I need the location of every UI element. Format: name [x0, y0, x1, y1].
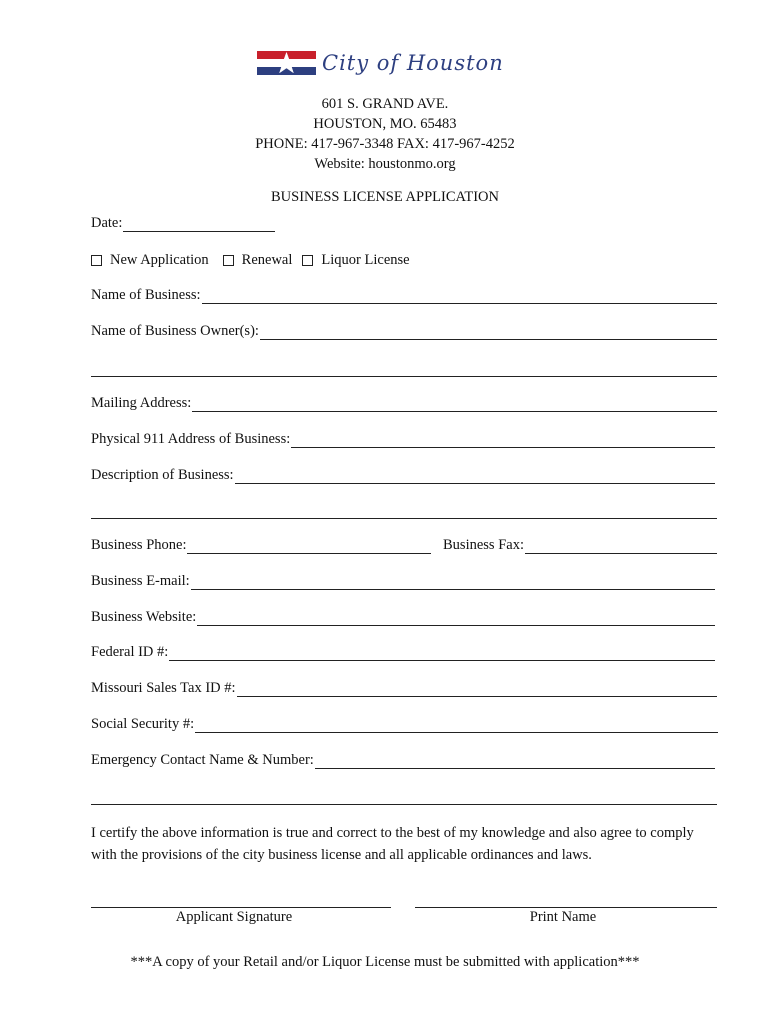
submission-notice: ***A copy of your Retail and/or Liquor License must be submitted with application*** — [130, 954, 640, 970]
logo-text: City of Houston — [322, 51, 504, 75]
checkbox-new-application[interactable] — [91, 252, 209, 269]
phone-label: Business Phone: — [91, 537, 187, 553]
print-name-label: Print Name — [529, 909, 597, 925]
certification-text — [91, 822, 731, 866]
city-logo — [257, 49, 519, 77]
owners-field-line-2[interactable] — [91, 376, 717, 377]
checkbox-box[interactable] — [302, 255, 313, 266]
date-label: Date: — [91, 215, 123, 231]
website-row — [91, 606, 715, 626]
phone-field[interactable] — [187, 539, 431, 554]
email-field[interactable] — [191, 575, 715, 590]
federal-id-field[interactable] — [169, 646, 715, 661]
description-label: Description of Business: — [91, 467, 234, 483]
business-name-label: Name of Business: — [91, 287, 201, 303]
physical-address-field[interactable] — [291, 433, 715, 448]
fax-row — [443, 534, 717, 554]
checkbox-box[interactable] — [223, 255, 234, 266]
physical-address-row — [91, 428, 715, 448]
address-line-1: 601 S. GRAND AVE. — [321, 96, 449, 112]
mailing-address-field[interactable] — [192, 397, 717, 412]
phone-row — [91, 534, 431, 554]
description-field[interactable] — [235, 469, 715, 484]
fax-field[interactable] — [525, 539, 717, 554]
checkbox-label: Liquor License — [321, 252, 410, 268]
checkbox-label: Renewal — [241, 252, 293, 268]
checkbox-liquor-license[interactable] — [302, 252, 409, 269]
ssn-field[interactable] — [195, 718, 718, 733]
date-field[interactable] — [123, 217, 275, 232]
ssn-row — [91, 713, 718, 733]
certify-line-1: I certify the above information is true and correct to the best of my knowledge and also agree to comply — [91, 825, 694, 841]
form-title: BUSINESS LICENSE APPLICATION — [271, 189, 499, 205]
print-name-field[interactable] — [415, 907, 717, 908]
owners-label: Name of Business Owner(s): — [91, 323, 259, 339]
owners-field[interactable] — [260, 325, 717, 340]
sales-tax-label: Missouri Sales Tax ID #: — [91, 680, 236, 696]
federal-id-label: Federal ID #: — [91, 644, 169, 660]
description-field-line-2[interactable] — [91, 518, 717, 519]
owners-row — [91, 320, 717, 340]
application-type — [91, 252, 410, 269]
fax-label: Business Fax: — [443, 537, 524, 553]
website-field[interactable] — [197, 611, 715, 626]
description-row — [91, 464, 715, 484]
mailing-address-label: Mailing Address: — [91, 395, 192, 411]
ssn-label: Social Security #: — [91, 716, 195, 732]
business-name-field[interactable] — [202, 289, 717, 304]
phone-fax: PHONE: 417-967-3348 FAX: 417-967-4252 — [255, 136, 515, 152]
checkbox-label: New Application — [110, 252, 209, 268]
address-block — [0, 94, 770, 174]
email-label: Business E-mail: — [91, 573, 190, 589]
address-line-2: HOUSTON, MO. 65483 — [313, 116, 457, 132]
checkbox-renewal[interactable] — [223, 252, 293, 269]
emergency-contact-row — [91, 749, 715, 769]
business-name-row — [91, 284, 717, 304]
emergency-contact-field[interactable] — [315, 754, 715, 769]
date-row — [91, 212, 275, 232]
federal-id-row — [91, 641, 715, 661]
website-label: Business Website: — [91, 609, 197, 625]
physical-address-label: Physical 911 Address of Business: — [91, 431, 291, 447]
checkbox-box[interactable] — [91, 255, 102, 266]
signature-field[interactable] — [91, 907, 391, 908]
sales-tax-field[interactable] — [237, 682, 717, 697]
certify-line-2: with the provisions of the city business license and all applicable ordinances and laws. — [91, 847, 592, 863]
emergency-contact-field-line-2[interactable] — [91, 804, 717, 805]
flag-star-icon — [257, 51, 316, 75]
signature-label: Applicant Signature — [175, 909, 293, 925]
emergency-contact-label: Emergency Contact Name & Number: — [91, 752, 314, 768]
mailing-address-row — [91, 392, 717, 412]
website: Website: houstonmo.org — [314, 156, 456, 172]
email-row — [91, 570, 715, 590]
sales-tax-row — [91, 677, 717, 697]
